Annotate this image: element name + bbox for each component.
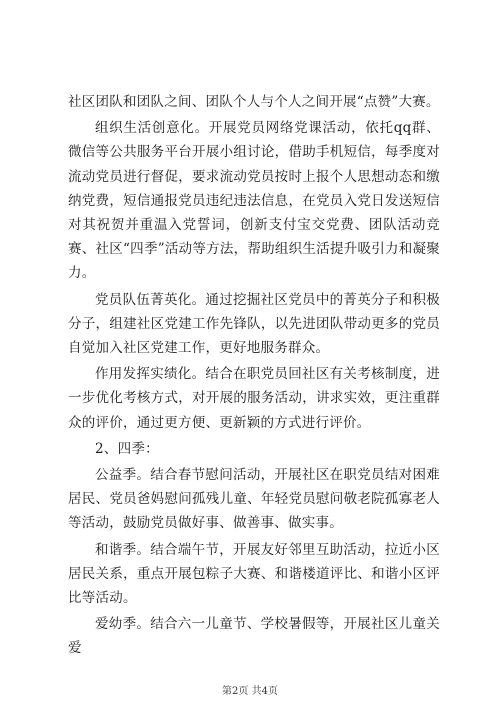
paragraph-6: 和谐季。结合端午节，开展友好邻里互助活动，拉近小区居民关系，重点开展包粽子大赛、和谐楼道评比、和谐小区评比等活动。 [68, 541, 440, 607]
paragraph-4: 作用发挥实绩化。结合在职党员回社区有关考核制度，进一步优化考核方式，对开展的服务活动，讲求实效，更注重群众的评价，通过更方便、更新颖的方式进行评价。 [68, 366, 440, 431]
paragraph-5: 公益季。结合春节慰问活动，开展社区在职党员结对困难居民、党员爸妈慰问孤残儿童、年轻党员慰问敬老院孤寡老人等活动，鼓励党员做好事、做善事、做实事。 [68, 467, 440, 532]
paragraph-3: 党员队伍菁英化。通过挖掘社区党员中的菁英分子和积极分子，组建社区党建工作先锋队，以先进团队带动更多的党员自觉加入社区党建工作，更好地服务群众。 [68, 291, 440, 357]
paragraph-2: 组织生活创意化。开展党员网络党课活动，依托qq群、微信等公共服务平台开展小组讨论，借助手机短信，每季度对流动党员进行督促，要求流动党员按时上报个人思想动态和缴纳党费，短信通报党员违纪违法信息，在党员入党日发送短信对其祝贺并重温入党誓词，创新支付宝交党费、团队活动竞赛、社区“四季”活动等方法，帮助组织生活提升吸引力和凝聚力。 [68, 120, 440, 282]
document-body [68, 90, 440, 663]
section-heading: 2、四季： [95, 440, 159, 457]
page-footer: 第2页 共4页 [222, 686, 278, 697]
paragraph-1: 社区团队和团队之间、团队个人与个人之间开展“点赞”大赛。 [68, 94, 440, 110]
paragraph-7: 爱幼季。结合六一儿童节、学校暑假等，开展社区儿童关爱 [68, 616, 440, 657]
